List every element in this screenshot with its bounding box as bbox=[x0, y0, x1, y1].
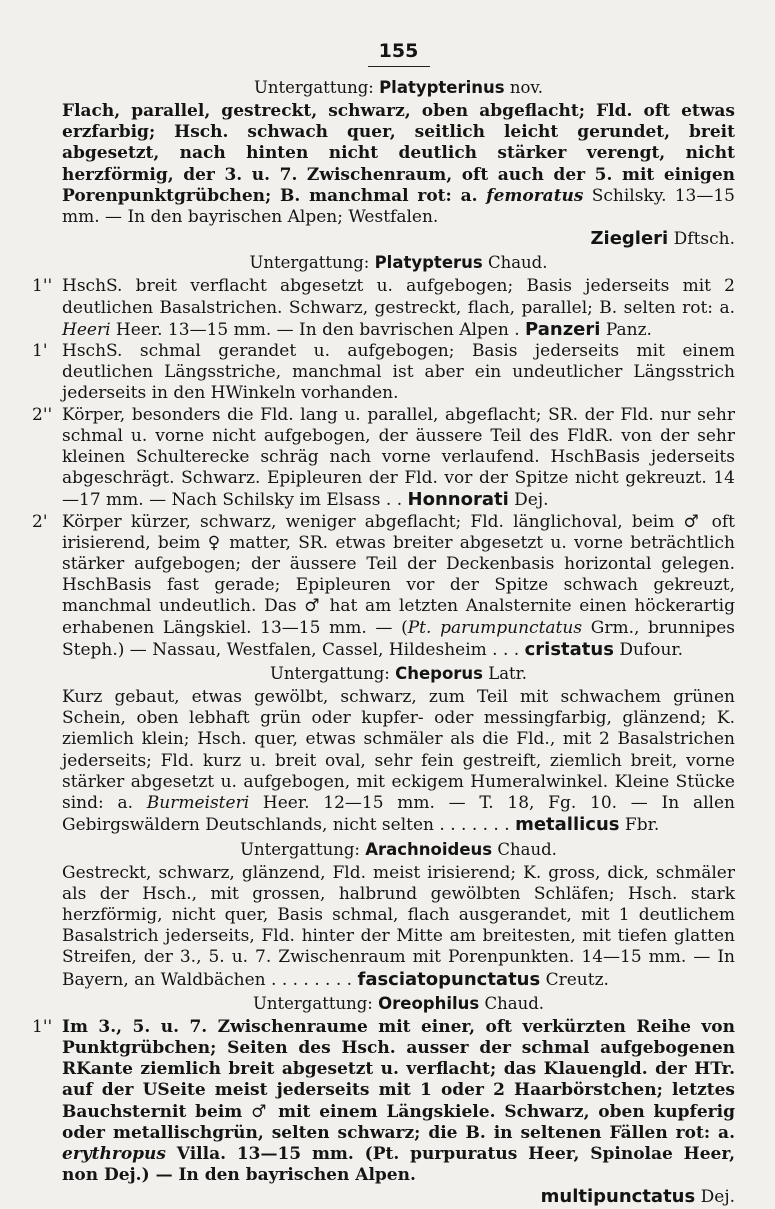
key-label: 1'' bbox=[32, 276, 53, 297]
subgenus-prefix: Untergattung: bbox=[249, 253, 370, 273]
species-name: cristatus bbox=[524, 638, 614, 660]
description-text: Gestreckt, schwarz, glänzend, Fld. meist irisierend; K. gross, dick, schmäler als der Hsch., mit grossen, halbrund gewölbten Schläfen; Hsch. stark herzförmig, nicht quer, Basis schmal, flach ausgerandet, mit 1 deutlichem Basalstrich jederseits, Fld. hinter der Mitte am breitesten, mit tiefen glatten Streifen, der 3., 5. u. 7. Zwischenraum mit Porenpunkten. 14—15 mm. — In Bayern, an Waldbächen . . . . . . . . bbox=[62, 862, 735, 990]
description-tail: Villa. 13—15 mm. (Pt. purpuratus Heer, Spinolae Heer, non Dej.) — In den bayrischen Alpen. bbox=[62, 1143, 735, 1186]
description-platypterinus bbox=[62, 101, 735, 228]
key-text bbox=[62, 276, 735, 341]
subgenus-name: Cheporus bbox=[395, 664, 483, 684]
key-entry-oreophilus bbox=[32, 1016, 735, 1209]
aberration-name: Heeri bbox=[62, 319, 111, 340]
subgenus-heading-platypterus bbox=[62, 252, 735, 274]
description-text: Kurz gebaut, etwas gewölbt, schwarz, zum Teil mit schwachem grünen Schein, oben lebhaft grün oder kupfer- oder messingfarbig, glänzend; K. ziemlich klein; Hsch. quer, etwas schmäler als die Fld., mit 2 Basalstrichen jederseits; Fld. kurz u. breit oval, sehr fein gestreift, ziemlich breit, vorne stärker abgesetzt u. aufgebogen, mit eckigem Humeralwinkel. Kleine Stücke sind: a. bbox=[62, 687, 735, 814]
key-text bbox=[62, 405, 735, 512]
aberration-name: femoratus bbox=[486, 185, 584, 206]
subgenus-heading-oreophilus bbox=[62, 993, 735, 1015]
subgenus-author: Chaud. bbox=[497, 839, 557, 859]
description-cheporus bbox=[62, 687, 735, 836]
key-entry-1a bbox=[32, 276, 735, 341]
species-author: Creutz. bbox=[545, 969, 609, 990]
key-label: 1'' bbox=[32, 1016, 53, 1037]
synonym-name: Pt. parumpunctatus bbox=[407, 617, 583, 638]
description-arachnoideus bbox=[62, 863, 735, 991]
description-text: Flach, parallel, gestreckt, schwarz, oben abgeflacht; Fld. oft etwas erzfarbig; Hsch. schwach quer, seitlich leicht gerundet, breit abgesetzt, nach hinten nicht deutlich stärker verengt, nicht herzförmig, der 3. u. 7. Zwischenraum, oft auch der 5. mit einigen Porenpunktgrübchen; B. manchmal rot: a. bbox=[62, 101, 735, 206]
description-tail: Heer. 12—15 mm. — T. 18, Fg. 10. — In allen Gebirgswäldern Deutschlands, nicht selten . . . . . . . bbox=[62, 793, 735, 836]
aberration-name: erythropus bbox=[62, 1143, 166, 1164]
subgenus-heading-arachnoideus bbox=[62, 839, 735, 861]
page-number-rule bbox=[368, 66, 430, 67]
species-name: multipunctatus bbox=[540, 1186, 696, 1208]
key-entry-2b bbox=[32, 511, 736, 661]
subgenus-author: Chaud. bbox=[487, 253, 548, 273]
species-author: Dej. bbox=[700, 1187, 735, 1208]
subgenus-author: Chaud. bbox=[484, 993, 545, 1013]
entry-text: Körper, besonders die Fld. lang u. parallel, abgeflacht; SR. der Fld. nur sehr schmal u. vorne nicht aufgebogen, der äussere Teil des FldR. von der sehr kleinen Schulterecke schräg nach vorne verlaufend. HschBasis jederseits abgeschrägt. Schwarz. Epipleuren der Fld. vor der Spitze nicht gekreuzt. 14—17 mm. — Nach Schilsky im Elsass . . bbox=[62, 404, 735, 511]
description-text: Im 3., 5. u. 7. Zwischenraume mit einer, oft verkürzten Reihe von Punktgrübchen; Seiten des Hsch. ausser der schmal aufgebogenen RKante ziemlich breit abgesetzt u. verflacht; das Klauengld. der HTr. auf der USeite meist jederseits mit 1 oder 2 Haarbörstchen; letztes Bauchsternit beim ♂ mit einem Längskiele. Schwarz, oben kupferig oder metallischgrün, selten schwarz; die B. in seltenen Fällen rot: a. bbox=[62, 1016, 735, 1143]
species-name: fasciatopunctatus bbox=[357, 968, 541, 990]
page-number: 155 bbox=[378, 40, 419, 62]
subgenus-author: Latr. bbox=[488, 664, 527, 684]
species-name: metallicus bbox=[515, 814, 620, 836]
key-label: 2'' bbox=[32, 404, 53, 425]
entry-text: HschS. breit verflacht abgesetzt u. aufgebogen; Basis jederseits mit 2 deutlichen Basalstrichen. Schwarz, gestreckt, flach, parallel; B. selten rot: a. bbox=[62, 276, 735, 318]
entry-tail: Grm., brunnipes Steph.) — Nassau, Westfalen, Cassel, Hildesheim . . . bbox=[62, 617, 736, 660]
subgenus-name: Platypterus bbox=[374, 253, 483, 273]
description-oreophilus bbox=[62, 1017, 735, 1187]
key-label: 1' bbox=[32, 341, 48, 362]
subgenus-heading-cheporus bbox=[62, 663, 735, 685]
species-line-multipunctatus bbox=[62, 1186, 735, 1208]
aberration-name: Burmeisteri bbox=[146, 793, 250, 814]
subgenus-name: Platypterinus bbox=[379, 78, 505, 97]
species-author: Dej. bbox=[514, 490, 549, 511]
species-author: Panz. bbox=[605, 319, 652, 340]
entry-text: Körper kürzer, schwarz, weniger abgeflacht; Fld. länglichoval, beim ♂ oft irisierend, beim ♀ matter, SR. etwas breiter abgesetzt u. vorne beträchtlich stärker aufgebogen; der äussere Teil der Deckenbasis horizontal gelegen. HschBasis fast gerade; Epipleuren vor der Spitze schwach gekreuzt, manchmal undeutlich. Das ♂ hat am letzten Analsternite einen höckerartig erhabenen Längskiel. 13—15 mm. — ( bbox=[62, 511, 735, 638]
subgenus-prefix: Untergattung: bbox=[269, 664, 390, 684]
subgenus-heading-platypterinus bbox=[62, 77, 735, 99]
species-author: Fbr. bbox=[624, 815, 660, 836]
key-entry-1b bbox=[32, 341, 735, 405]
subgenus-prefix: Untergattung: bbox=[253, 78, 374, 97]
key-text bbox=[62, 512, 735, 661]
species-author: Dftsch. bbox=[673, 229, 735, 250]
species-author: Dufour. bbox=[619, 639, 684, 660]
subgenus-name: Oreophilus bbox=[378, 993, 480, 1013]
entry-text: HschS. schmal gerandet u. aufgebogen; Basis jederseits mit einem deutlichen Längsstriche, manchmal ist aber ein undeutlicher Längsstrich jederseits in den HWinkeln vorhanden. bbox=[62, 341, 735, 404]
key-entry-2a bbox=[32, 404, 735, 512]
key-text bbox=[62, 341, 735, 405]
subgenus-name: Arachnoideus bbox=[365, 839, 493, 859]
subgenus-author: nov. bbox=[509, 78, 544, 97]
species-name: Honnorati bbox=[407, 489, 509, 511]
species-name: Panzeri bbox=[525, 318, 601, 340]
species-line-ziegleri bbox=[62, 228, 735, 250]
key-label: 2' bbox=[32, 511, 48, 532]
description-tail: Schilsky. 13—15 mm. — In den bayrischen Alpen; Westfalen. bbox=[62, 185, 735, 228]
entry-tail: Heer. 13—15 mm. — In den bavrischen Alpen . bbox=[110, 319, 520, 340]
subgenus-prefix: Untergattung: bbox=[240, 839, 360, 859]
subgenus-prefix: Untergattung: bbox=[252, 993, 373, 1013]
species-name: Ziegleri bbox=[590, 228, 669, 250]
